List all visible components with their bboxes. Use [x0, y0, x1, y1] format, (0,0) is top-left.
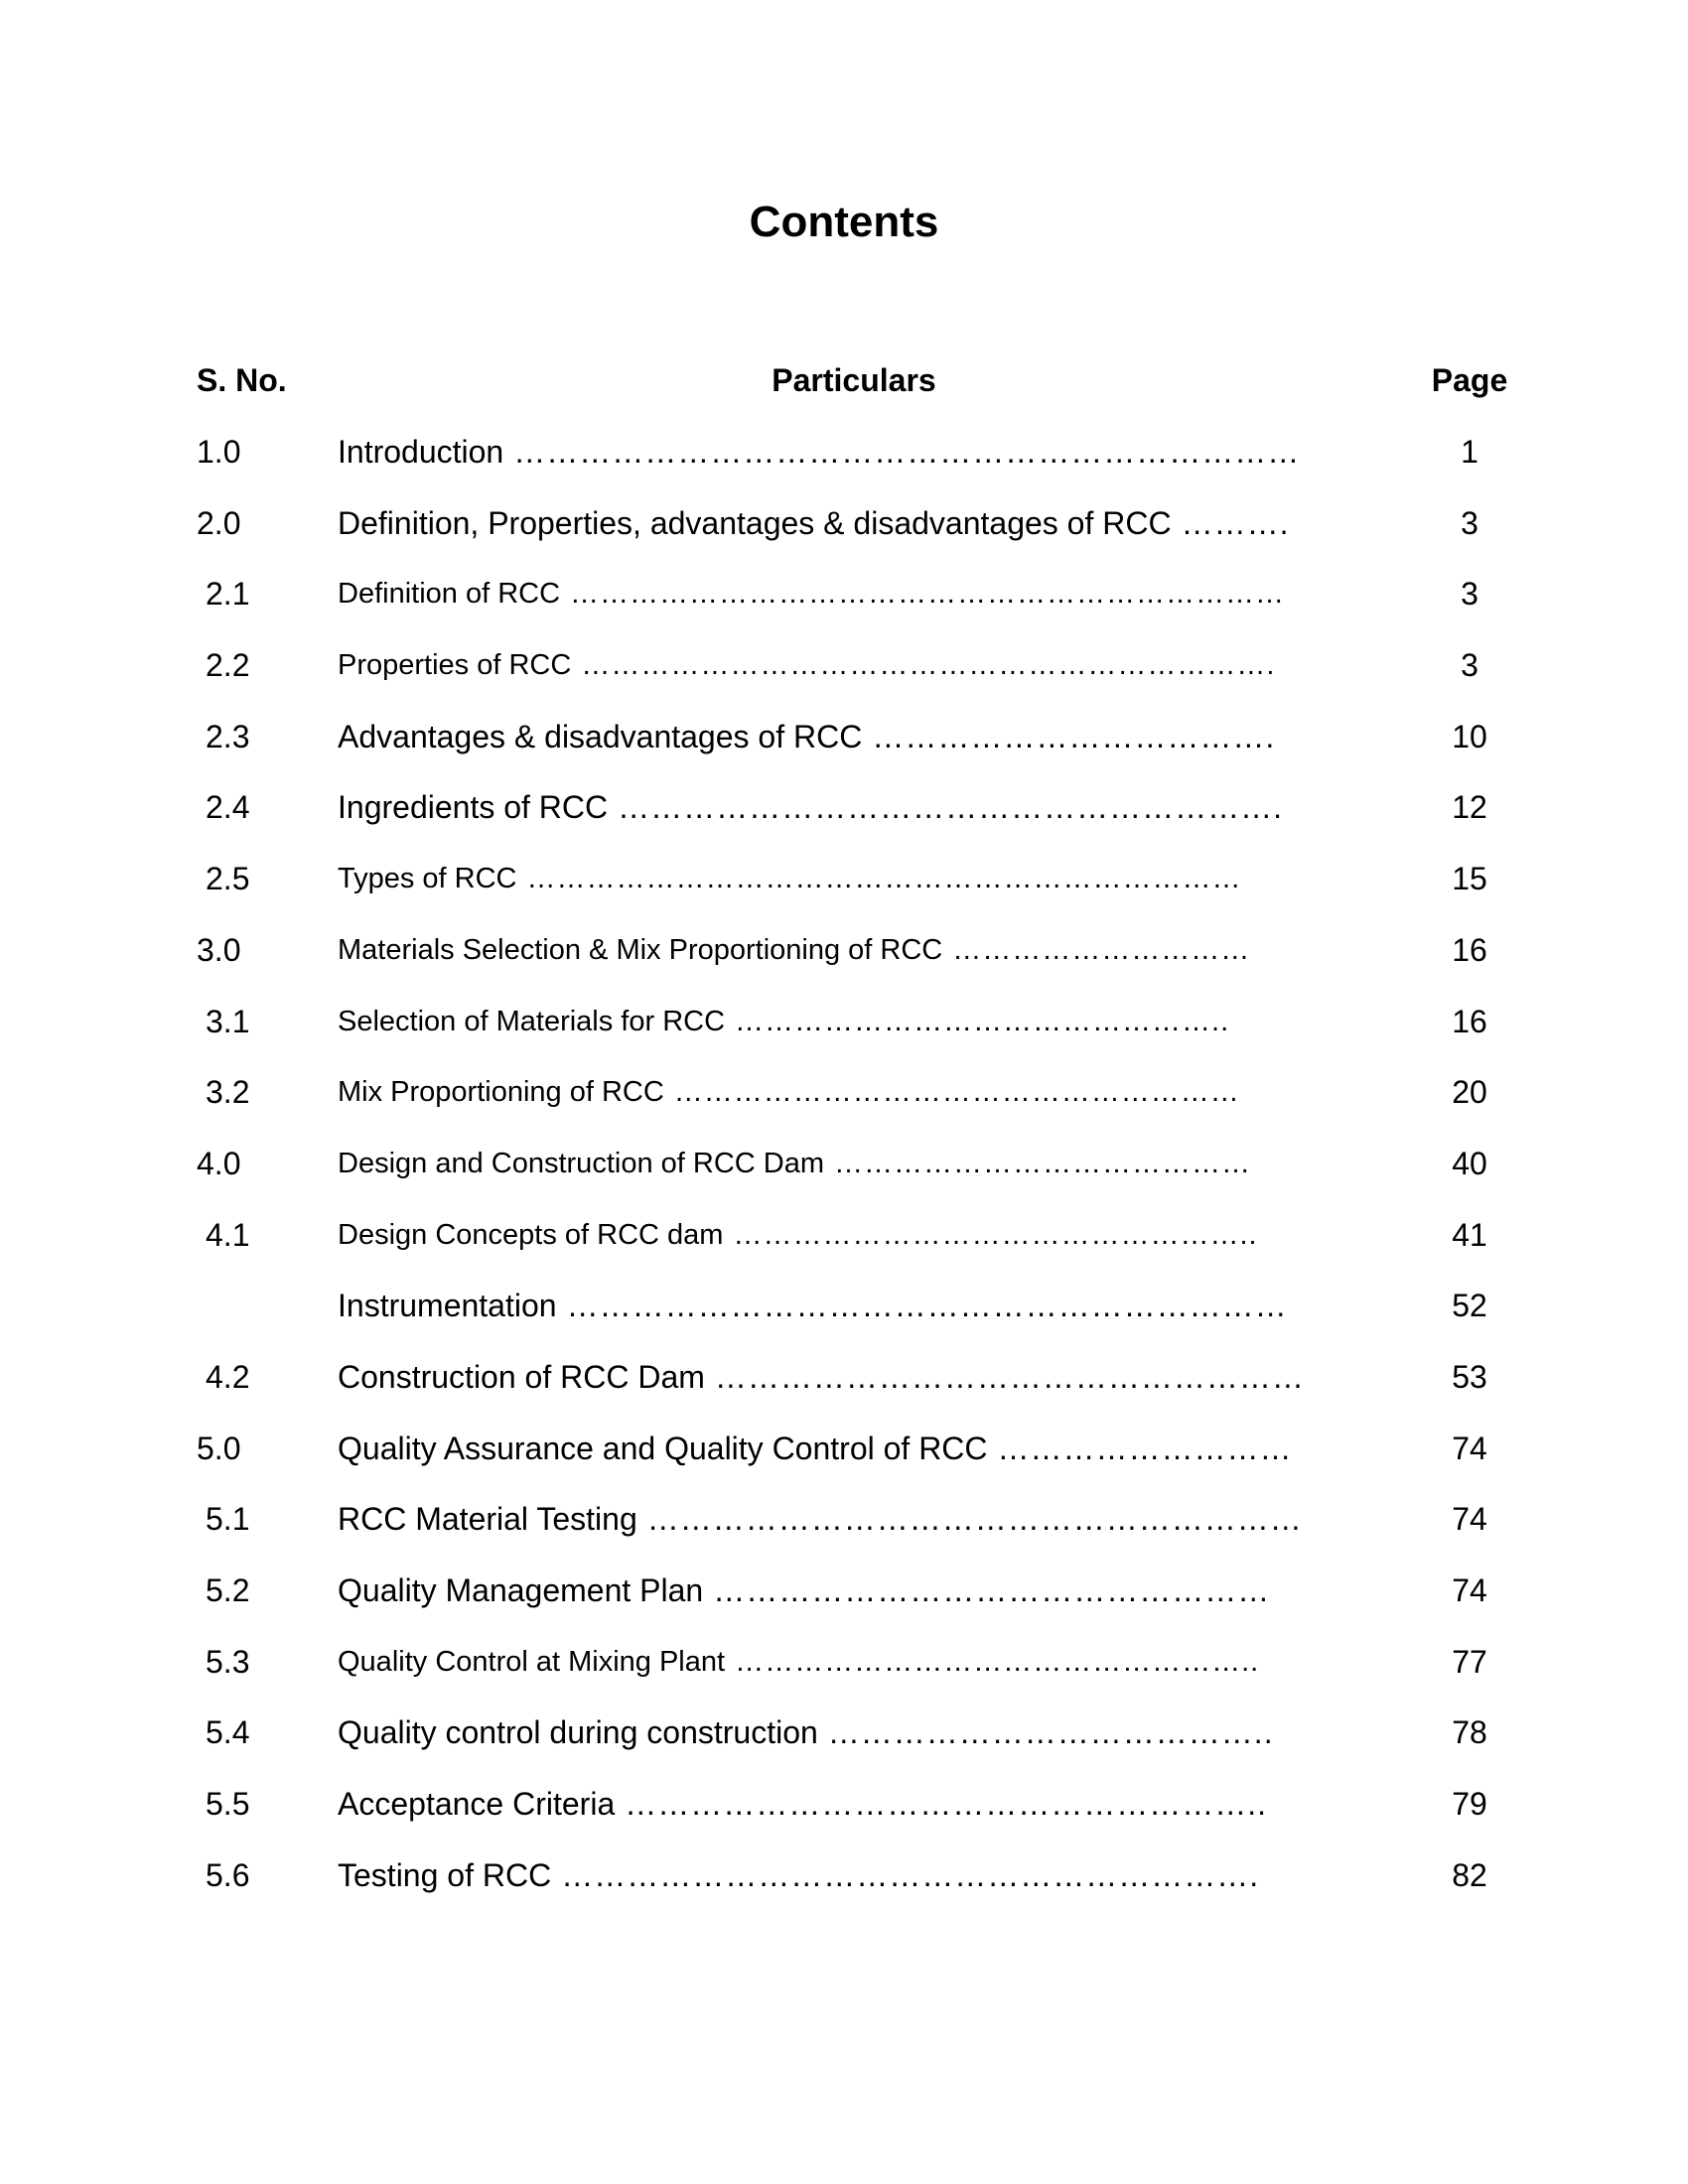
toc-dot-leader: ………………………………………………… [673, 1076, 1240, 1109]
toc-dot-leader: ……………………………………………………. [618, 789, 1284, 826]
toc-entry-number: 4.0 [197, 1145, 241, 1181]
toc-entry-particulars [338, 854, 1331, 903]
toc-entry [0, 712, 1688, 783]
toc-header [0, 355, 1688, 405]
toc-dot-leader: …………………………………………….. [733, 1218, 1258, 1251]
toc-entry-number: 5.2 [206, 1572, 250, 1608]
toc-dot-leader: …………………………………………… [713, 1572, 1271, 1608]
toc-entry-number: 3.0 [197, 931, 241, 968]
toc-entry-number: 2.4 [206, 789, 250, 826]
toc-dot-leader: …………………………………………………… [646, 1501, 1303, 1538]
toc-entry [0, 1779, 1688, 1850]
toc-entry [0, 997, 1688, 1068]
toc-dot-leader: ……………………………………………………………. [581, 649, 1276, 682]
toc-entry-number: 5.5 [206, 1786, 250, 1823]
toc-entry-number: 5.3 [206, 1643, 250, 1680]
toc-dot-leader: ………. [1181, 504, 1290, 541]
header-sno: S. No. [197, 362, 287, 398]
toc-entry-particulars [338, 1139, 1331, 1188]
toc-entry-title: Selection of Materials for RCC [338, 1005, 726, 1037]
toc-entry-title: Definition of RCC [338, 578, 561, 611]
toc-entry-number: 4.1 [206, 1216, 250, 1253]
toc-dot-leader: ……………………………………………………………… [513, 434, 1301, 470]
toc-dot-leader: ………………………………….. [827, 1714, 1274, 1751]
toc-entry [0, 1281, 1688, 1352]
toc-entry-page: 78 [1452, 1714, 1487, 1751]
toc-entry-page: 40 [1452, 1145, 1487, 1181]
toc-entry-number: 5.6 [206, 1856, 250, 1893]
toc-entry-title: Mix Proportioning of RCC [338, 1076, 664, 1109]
toc-dot-leader: ………………………………………….. [735, 1005, 1230, 1037]
toc-entry-number: 2.5 [206, 861, 250, 897]
toc-entry-particulars [338, 1210, 1331, 1260]
toc-dot-leader: ……………………………………………………………… [570, 578, 1286, 611]
toc-entry-number: 2.2 [206, 647, 250, 684]
toc-dot-leader: ………………………………………………………… [566, 1288, 1288, 1324]
toc-entry-number: 5.1 [206, 1501, 250, 1538]
toc-entry-number: 4.2 [206, 1358, 250, 1395]
toc-entry-particulars [338, 1424, 1331, 1473]
toc-entry-title: Acceptance Criteria [338, 1786, 616, 1823]
toc-entry [0, 1566, 1688, 1637]
header-page: Page [1431, 362, 1508, 398]
toc-entry-page: 12 [1452, 789, 1487, 826]
toc-entry [0, 1139, 1688, 1210]
toc-entry-title: Materials Selection & Mix Proportioning of RCC [338, 933, 943, 966]
toc-entry-particulars [338, 1566, 1331, 1615]
toc-entry-particulars [338, 997, 1331, 1046]
toc-entry-number: 2.0 [197, 504, 241, 541]
toc-entry-page: 20 [1452, 1074, 1487, 1111]
toc-entry-title: Quality Management Plan [338, 1572, 704, 1608]
toc-entry-page: 79 [1452, 1786, 1487, 1823]
toc-entry [0, 640, 1688, 712]
header-particulars: Particulars [772, 362, 936, 398]
toc-entry [0, 1067, 1688, 1139]
toc-entry [0, 1850, 1688, 1922]
toc-entry [0, 782, 1688, 854]
toc-entry-page: 15 [1452, 861, 1487, 897]
toc-entry [0, 1424, 1688, 1495]
toc-entry-page: 3 [1461, 576, 1478, 613]
toc-entry-page: 1 [1461, 434, 1478, 470]
toc-dot-leader: ………………………………………………………. [561, 1856, 1260, 1893]
toc-dot-leader: ………………………… [952, 933, 1251, 966]
toc-entry-title: Testing of RCC [338, 1856, 552, 1893]
toc-entry-page: 3 [1461, 504, 1478, 541]
toc-entry-page: 3 [1461, 647, 1478, 684]
toc-entry [0, 498, 1688, 570]
toc-entry-title: Advantages & disadvantages of RCC [338, 718, 863, 754]
toc-entry-title: Instrumentation [338, 1288, 557, 1324]
toc-dot-leader: ………………………………. [872, 718, 1276, 754]
toc-entry-number: 1.0 [197, 434, 241, 470]
toc-entry-number: 3.2 [206, 1074, 250, 1111]
toc-entry [0, 1494, 1688, 1566]
toc-entry [0, 1637, 1688, 1708]
toc-entry-particulars [338, 1637, 1331, 1687]
toc-entry [0, 854, 1688, 925]
toc-entry-particulars [338, 640, 1331, 690]
page-title: Contents [749, 198, 939, 246]
toc-entry-page: 74 [1452, 1430, 1487, 1466]
toc-entry-title: Introduction [338, 434, 504, 470]
toc-entry [0, 1707, 1688, 1779]
toc-entry-particulars [338, 1067, 1331, 1117]
toc-entry-title: Quality Control at Mixing Plant [338, 1645, 726, 1678]
toc-entry-particulars [338, 925, 1331, 975]
toc-entry-title: Quality Assurance and Quality Control of RCC [338, 1430, 988, 1466]
toc-entry-page: 53 [1452, 1358, 1487, 1395]
toc-entry-particulars [338, 427, 1331, 477]
toc-entry-title: Construction of RCC Dam [338, 1358, 705, 1395]
toc-entry-number: 2.1 [206, 576, 250, 613]
toc-entry-page: 16 [1452, 931, 1487, 968]
toc-entry [0, 1352, 1688, 1424]
toc-dot-leader: …………………………………………….. [735, 1645, 1260, 1678]
toc-entry-page: 52 [1452, 1288, 1487, 1324]
toc-list [0, 427, 1688, 1921]
toc-entry-number: 5.4 [206, 1714, 250, 1751]
toc-entry-page: 74 [1452, 1501, 1487, 1538]
toc-entry-particulars [338, 1494, 1331, 1544]
toc-entry-title: Quality control during construction [338, 1714, 818, 1751]
toc-entry-particulars [338, 1779, 1331, 1829]
toc-entry-page: 41 [1452, 1216, 1487, 1253]
toc-entry-page: 74 [1452, 1572, 1487, 1608]
toc-entry [0, 427, 1688, 498]
toc-dot-leader: …………………………………… [833, 1147, 1251, 1179]
toc-entry-particulars [338, 782, 1331, 832]
toc-dot-leader: ……………………………………………… [714, 1358, 1305, 1395]
toc-entry-particulars [338, 1281, 1331, 1330]
toc-entry-title: Design Concepts of RCC dam [338, 1218, 724, 1251]
toc-entry-title: Ingredients of RCC [338, 789, 609, 826]
toc-dot-leader: ……………………… [997, 1430, 1293, 1466]
toc-entry-particulars [338, 1850, 1331, 1900]
toc-entry [0, 1210, 1688, 1282]
toc-entry-number: 2.3 [206, 718, 250, 754]
toc-entry-particulars [338, 569, 1331, 618]
toc-entry [0, 925, 1688, 997]
toc-entry-page: 82 [1452, 1856, 1487, 1893]
toc-entry-title: Types of RCC [338, 863, 517, 895]
toc-entry [0, 569, 1688, 640]
toc-entry-number: 3.1 [206, 1003, 250, 1039]
toc-entry-title: RCC Material Testing [338, 1501, 637, 1538]
toc-entry-particulars [338, 712, 1331, 761]
toc-entry-page: 10 [1452, 718, 1487, 754]
toc-entry-page: 16 [1452, 1003, 1487, 1039]
toc-entry-title: Definition, Properties, advantages & disadvantages of RCC [338, 504, 1172, 541]
toc-entry-number: 5.0 [197, 1430, 241, 1466]
toc-entry-particulars [338, 498, 1331, 548]
toc-entry-title: Properties of RCC [338, 649, 572, 682]
toc-dot-leader: ………………………………………………….. [625, 1786, 1268, 1823]
toc-entry-particulars [338, 1352, 1331, 1402]
toc-dot-leader: ……………………………………………………………… [526, 863, 1242, 895]
toc-entry-particulars [338, 1707, 1331, 1757]
toc-entry-page: 77 [1452, 1643, 1487, 1680]
toc-entry-title: Design and Construction of RCC Dam [338, 1147, 824, 1179]
